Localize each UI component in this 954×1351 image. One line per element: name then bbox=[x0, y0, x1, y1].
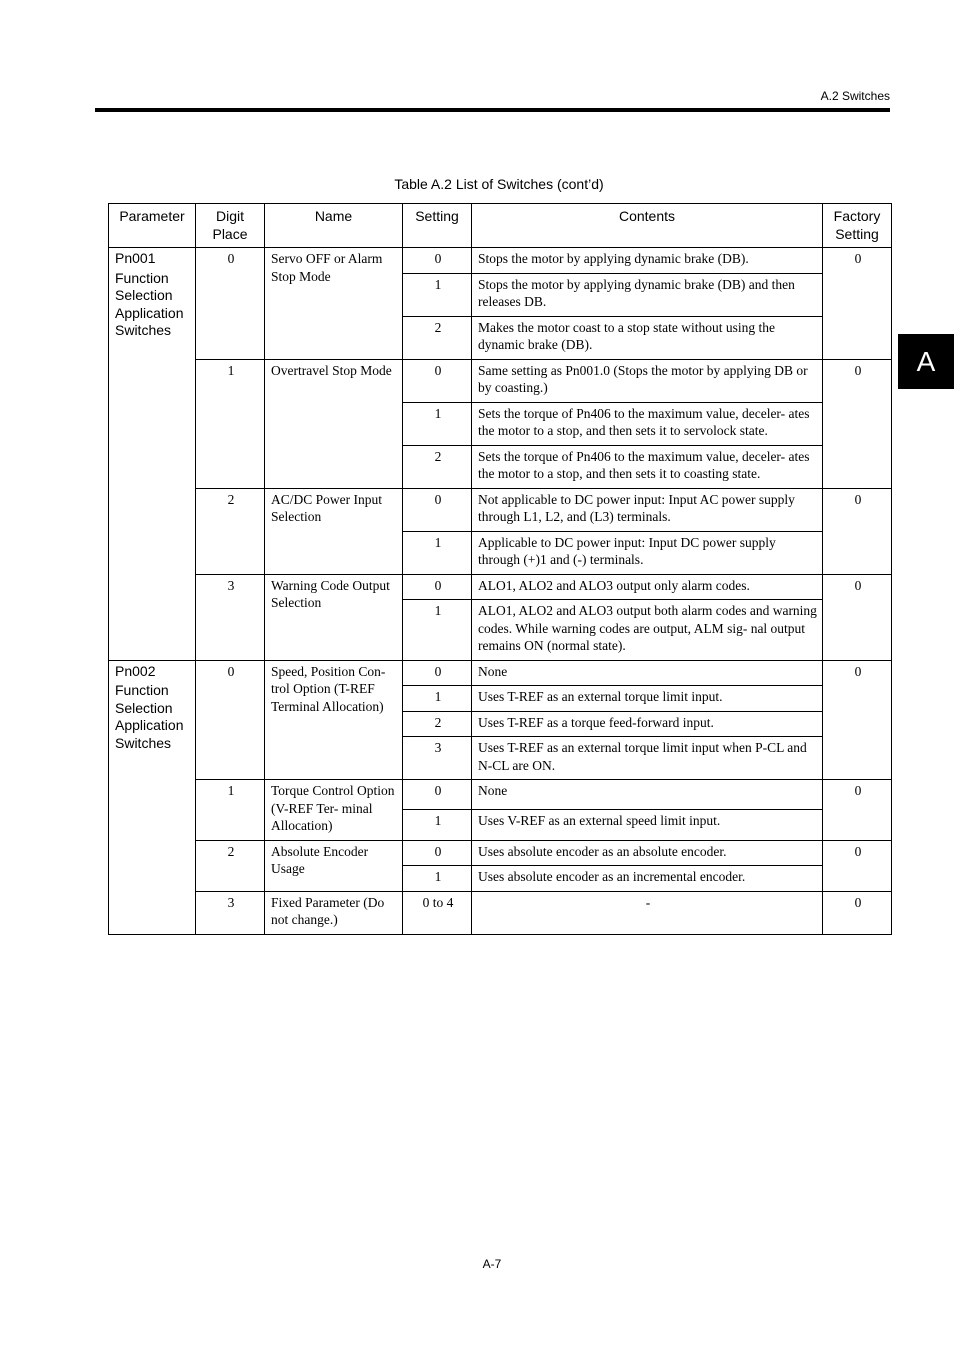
digit-place-cell: 0 bbox=[196, 660, 265, 780]
table-row bbox=[109, 840, 892, 866]
name-cell: Absolute Encoder Usage bbox=[265, 840, 403, 891]
parameter-cell bbox=[109, 248, 196, 661]
digit-place-cell: 2 bbox=[196, 840, 265, 891]
contents-cell: ALO1, ALO2 and ALO3 output both alarm codes and warning codes. While warning codes are output, ALM sig- nal output remains ON (normal state). bbox=[472, 600, 823, 661]
contents-cell: Sets the torque of Pn406 to the maximum value, deceler- ates the motor to a stop, and then sets it to servolock state. bbox=[472, 402, 823, 445]
header-rule bbox=[95, 108, 890, 112]
contents-cell: None bbox=[472, 660, 823, 686]
table-row bbox=[109, 891, 892, 934]
name-cell: AC/DC Power Input Selection bbox=[265, 488, 403, 574]
setting-cell: 0 bbox=[403, 780, 472, 810]
contents-cell: Makes the motor coast to a stop state without using the dynamic brake (DB). bbox=[472, 316, 823, 359]
contents-cell: Uses T-REF as an external torque limit input. bbox=[472, 686, 823, 712]
setting-cell: 1 bbox=[403, 273, 472, 316]
table-row bbox=[109, 488, 892, 531]
contents-cell: Stops the motor by applying dynamic brake (DB) and then releases DB. bbox=[472, 273, 823, 316]
digit-place-cell: 3 bbox=[196, 574, 265, 660]
digit-place-cell: 3 bbox=[196, 891, 265, 934]
col-header-parameter: Parameter bbox=[109, 204, 196, 248]
factory-setting-cell: 0 bbox=[823, 248, 892, 360]
setting-cell: 1 bbox=[403, 600, 472, 661]
table-row bbox=[109, 660, 892, 686]
table-caption: Table A.2 List of Switches (cont’d) bbox=[394, 176, 604, 192]
digit-place-cell: 0 bbox=[196, 248, 265, 360]
contents-cell: Uses T-REF as a torque feed-forward input. bbox=[472, 711, 823, 737]
contents-cell: Stops the motor by applying dynamic brake (DB). bbox=[472, 248, 823, 274]
contents-cell: Uses absolute encoder as an incremental encoder. bbox=[472, 866, 823, 892]
appendix-tab: A bbox=[898, 334, 954, 389]
setting-cell: 2 bbox=[403, 445, 472, 488]
contents-cell: Not applicable to DC power input: Input AC power supply through L1, L2, and (L3) terminals. bbox=[472, 488, 823, 531]
name-cell: Fixed Parameter (Do not change.) bbox=[265, 891, 403, 934]
setting-cell: 1 bbox=[403, 810, 472, 840]
contents-cell: ALO1, ALO2 and ALO3 output only alarm codes. bbox=[472, 574, 823, 600]
setting-cell: 1 bbox=[403, 686, 472, 712]
contents-cell: None bbox=[472, 780, 823, 810]
table-row bbox=[109, 574, 892, 600]
parameter-code: Pn001 bbox=[115, 250, 156, 266]
table-header-row bbox=[109, 204, 892, 248]
name-cell: Torque Control Option (V-REF Ter- minal Allocation) bbox=[265, 780, 403, 841]
name-cell: Speed, Position Con- trol Option (T-REF Terminal Allocation) bbox=[265, 660, 403, 780]
contents-cell: Uses T-REF as an external torque limit input when P-CL and N-CL are ON. bbox=[472, 737, 823, 780]
setting-cell: 1 bbox=[403, 531, 472, 574]
table-body bbox=[109, 248, 892, 935]
name-cell: Warning Code Output Selection bbox=[265, 574, 403, 660]
factory-setting-cell: 0 bbox=[823, 891, 892, 934]
name-cell: Overtravel Stop Mode bbox=[265, 359, 403, 488]
setting-cell: 3 bbox=[403, 737, 472, 780]
col-header-digit-place: Digit Place bbox=[196, 204, 265, 248]
setting-cell: 2 bbox=[403, 316, 472, 359]
digit-place-cell: 1 bbox=[196, 359, 265, 488]
col-header-name: Name bbox=[265, 204, 403, 248]
parameter-description: Function Selection Application Switches bbox=[115, 269, 184, 338]
contents-cell: Same setting as Pn001.0 (Stops the motor by applying DB or by coasting.) bbox=[472, 359, 823, 402]
setting-cell: 1 bbox=[403, 866, 472, 892]
table-row bbox=[109, 780, 892, 810]
contents-cell: Uses absolute encoder as an absolute encoder. bbox=[472, 840, 823, 866]
switches-table bbox=[108, 203, 892, 935]
contents-cell: - bbox=[472, 891, 823, 934]
setting-cell: 0 bbox=[403, 488, 472, 531]
name-cell: Servo OFF or Alarm Stop Mode bbox=[265, 248, 403, 360]
contents-cell: Applicable to DC power input: Input DC power supply through (+)1 and (-) terminals. bbox=[472, 531, 823, 574]
table-row bbox=[109, 359, 892, 402]
setting-cell: 0 bbox=[403, 359, 472, 402]
parameter-cell bbox=[109, 660, 196, 934]
contents-cell: Uses V-REF as an external speed limit input. bbox=[472, 810, 823, 840]
col-header-setting: Setting bbox=[403, 204, 472, 248]
factory-setting-cell: 0 bbox=[823, 660, 892, 780]
setting-cell: 0 bbox=[403, 660, 472, 686]
setting-cell: 1 bbox=[403, 402, 472, 445]
setting-cell: 0 bbox=[403, 840, 472, 866]
parameter-description: Function Selection Application Switches bbox=[115, 682, 184, 751]
table-row bbox=[109, 248, 892, 274]
col-header-factory-setting: Factory Setting bbox=[823, 204, 892, 248]
factory-setting-cell: 0 bbox=[823, 359, 892, 488]
parameter-code: Pn002 bbox=[115, 662, 156, 679]
col-header-contents: Contents bbox=[472, 204, 823, 248]
setting-cell: 0 bbox=[403, 248, 472, 274]
factory-setting-cell: 0 bbox=[823, 840, 892, 891]
digit-place-cell: 1 bbox=[196, 780, 265, 841]
setting-cell: 0 to 4 bbox=[403, 891, 472, 934]
factory-setting-cell: 0 bbox=[823, 780, 892, 841]
setting-cell: 0 bbox=[403, 574, 472, 600]
digit-place-cell: 2 bbox=[196, 488, 265, 574]
contents-cell: Sets the torque of Pn406 to the maximum value, deceler- ates the motor to a stop, and then sets it to coasting state. bbox=[472, 445, 823, 488]
factory-setting-cell: 0 bbox=[823, 488, 892, 574]
factory-setting-cell: 0 bbox=[823, 574, 892, 660]
setting-cell: 2 bbox=[403, 711, 472, 737]
section-header: A.2 Switches bbox=[820, 89, 890, 103]
page-number: A-7 bbox=[482, 1257, 502, 1271]
